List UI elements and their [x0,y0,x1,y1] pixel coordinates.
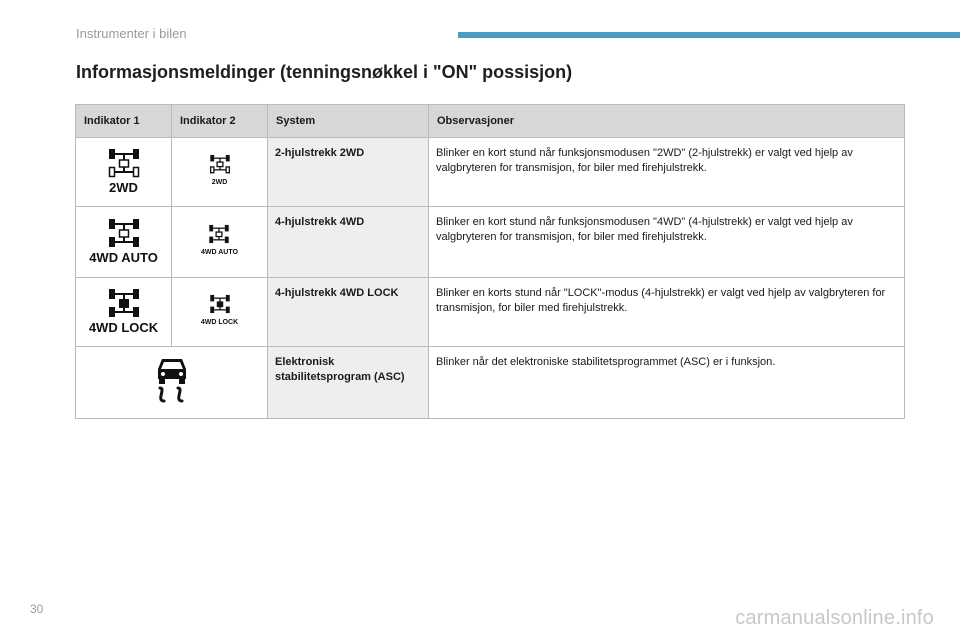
section-header: Instrumenter i bilen [76,26,187,41]
table-row [76,347,905,419]
column-header-indikator-2: Indikator 2 [172,105,268,138]
table-row [76,207,905,278]
column-header-system: System [268,105,429,138]
system-cell: 2-hjulstrekk 2WD [268,138,429,207]
observation-cell: Blinker når det elektroniske stabilitetsprogrammet (ASC) er i funksjon. [429,347,905,419]
4wd-lock-drivetrain-icon [201,294,238,330]
table-row [76,138,905,207]
indicator-2-cell [172,138,268,207]
column-header-observasjoner: Observasjoner [429,105,905,138]
observation-cell: Blinker en korts stund når "LOCK"-modus (4-hjulstrekk) er valgt ved hjelp av valgbryteren for transmisjon, for biler med firehjulstrekk. [429,278,905,347]
stability-control-skid-icon [152,355,192,405]
indicator-2-cell [172,207,268,278]
4wd-auto-drivetrain-icon [89,218,158,265]
column-header-indikator-1: Indikator 1 [76,105,172,138]
observation-cell: Blinker en kort stund når funksjonsmodusen "4WD" (4-hjulstrekk) er valgt ved hjelp av valgbryteren for transmisjon, for biler med firehjulstrekk. [429,207,905,278]
indicator-1-cell [76,207,172,278]
indicator-label: 4WD LOCK [200,319,239,326]
indicator-merged-cell [76,347,268,419]
4wd-lock-drivetrain-icon [89,288,158,335]
indicator-1-cell [76,278,172,347]
page-number: 30 [30,602,44,616]
indicator-1-cell [76,138,172,207]
indicator-label: 2WD [109,179,138,195]
4wd-auto-drivetrain-icon [201,224,238,260]
indicator-label: 4WD AUTO [201,249,238,256]
indicator-label: 2WD [211,179,228,186]
header-accent-bar [458,32,960,38]
indicator-label: 4WD AUTO [89,249,158,265]
system-cell: 4-hjulstrekk 4WD [268,207,429,278]
observation-cell: Blinker en kort stund når funksjonsmodusen "2WD" (2-hjulstrekk) er valgt ved hjelp av valgbryteren for transmisjon, for biler med firehjulstrekk. [429,138,905,207]
system-cell: Elektronisk stabilitetsprogram (ASC) [268,347,429,419]
indicator-label: 4WD LOCK [88,319,159,335]
2wd-drivetrain-icon [107,148,141,195]
2wd-drivetrain-icon [209,154,231,190]
system-cell: 4-hjulstrekk 4WD LOCK [268,278,429,347]
watermark: carmanualsonline.info [735,607,934,629]
indicator-table [75,104,905,419]
table-header-row [76,105,905,138]
indicator-2-cell [172,278,268,347]
table-row [76,278,905,347]
page-title: Informasjonsmeldinger (tenningsnøkkel i "ON" possisjon) [76,62,573,82]
